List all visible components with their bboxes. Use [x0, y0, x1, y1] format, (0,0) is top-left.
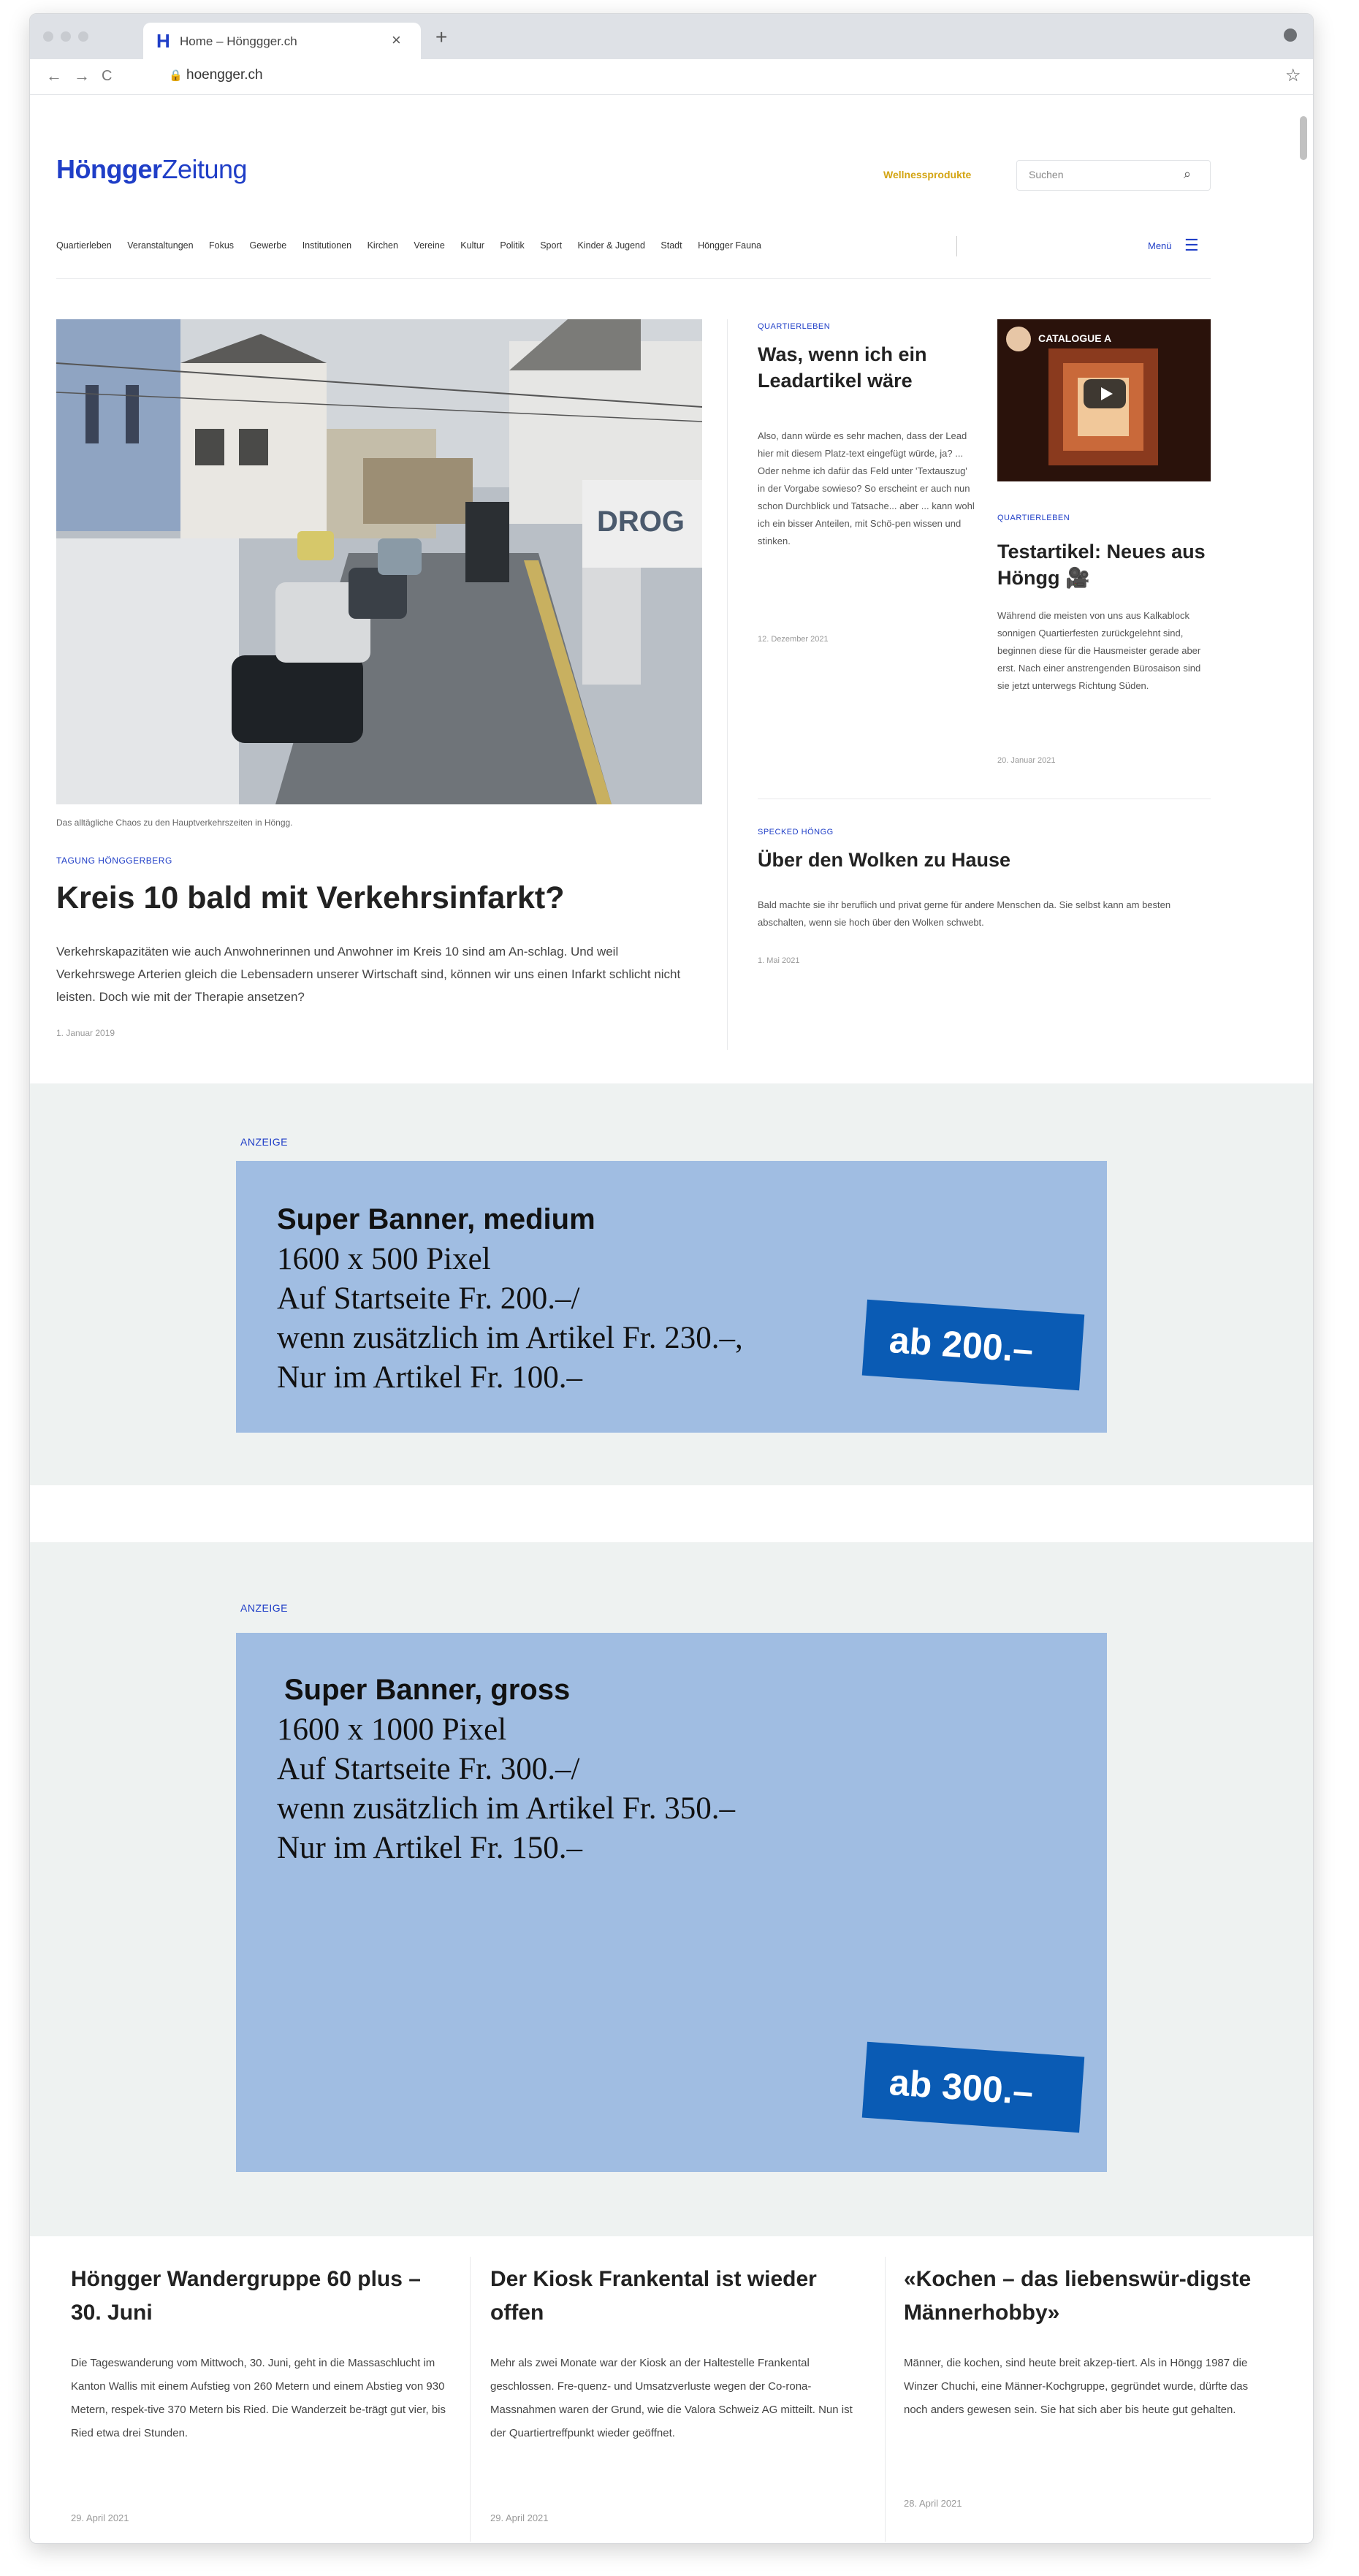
nav-item-kirchen[interactable]: Kirchen: [367, 240, 398, 251]
search-box[interactable]: [1016, 160, 1211, 191]
tab-favicon: H: [156, 30, 170, 52]
bottom-article-1-title[interactable]: Höngger Wandergruppe 60 plus – 30. Juni: [71, 2267, 421, 2325]
hamburger-menu-icon[interactable]: ☰: [1184, 236, 1199, 254]
hero-caption: Das alltägliche Chaos zu den Hauptverkehrszeiten in Höngg.: [56, 818, 293, 828]
channel-avatar: [1006, 327, 1031, 351]
article-1-kicker[interactable]: QUARTIERLEBEN: [758, 322, 831, 331]
ad-section-medium: [30, 1083, 1313, 1485]
logo-light-text: Zeitung: [161, 154, 248, 184]
article-1-date: 12. Dezember 2021: [758, 635, 829, 644]
nav-item-sport[interactable]: Sport: [540, 240, 563, 251]
hero-date: 1. Januar 2019: [56, 1028, 115, 1038]
browser-tab-active[interactable]: [143, 23, 421, 59]
bottom-article-2-body: Mehr als zwei Monate war der Kiosk an der Haltestelle Frankental geschlossen. Fre-quenz- und Umsatzverluste wegen der Co-rona-Massnahmen waren der Grund, wie die Valora Schweiz AG mitteilt. Nun ist der Quartiertreffpunkt wieder geöffnet.: [490, 2357, 853, 2439]
article-2-date: 20. Januar 2021: [997, 756, 1056, 765]
ad-line: Nur im Artikel Fr. 150.–: [277, 1831, 583, 1865]
article-1-title[interactable]: Was, wenn ich ein Leadartikel wäre: [758, 343, 927, 392]
column-divider: [727, 319, 728, 1050]
ad-line: Nur im Artikel Fr. 100.–: [277, 1360, 583, 1395]
ad-section-gross: [30, 1542, 1313, 2236]
bottom-article-1-body: Die Tageswanderung vom Mittwoch, 30. Juni, geht in die Massaschlucht im Kanton Wallis mit einem Aufstieg von 260 Metern und einem Abstieg von 930 Metern, respek-tive 370 Metern bis Ried. Die Wanderzeit be-trägt gut vier, bis Ried etwa drei Stunden.: [71, 2357, 446, 2439]
ad-banner-medium[interactable]: [236, 1161, 1107, 1433]
article-3-kicker[interactable]: SPECKED HÖNGG: [758, 828, 834, 837]
nav-item-kinder-jugend[interactable]: Kinder & Jugend: [577, 240, 645, 251]
nav-item-veranstaltungen[interactable]: Veranstaltungen: [127, 240, 194, 251]
logo-bold-text: Höngger: [56, 154, 162, 184]
window-maximize-dot[interactable]: [78, 31, 88, 42]
address-bar: [30, 59, 1313, 95]
nav-item-institutionen[interactable]: Institutionen: [302, 240, 352, 251]
bottom-article-3-date: 28. April 2021: [904, 2498, 962, 2509]
bookmark-star-icon[interactable]: ☆: [1285, 66, 1301, 85]
window-minimize-dot[interactable]: [61, 31, 71, 42]
ad-banner-gross[interactable]: [236, 1633, 1107, 2172]
ad-label: ANZEIGE: [240, 1602, 288, 1614]
lock-icon: 🔒: [169, 69, 183, 82]
nav-separator: [956, 236, 957, 256]
search-input[interactable]: Suchen: [1029, 169, 1064, 180]
nav-item-quartierleben[interactable]: Quartierleben: [56, 240, 112, 251]
ad-heading: Super Banner, gross: [284, 1674, 571, 1706]
bottom-column-divider: [885, 2257, 886, 2542]
tab-title: Home – Hönggger.ch: [180, 34, 297, 48]
article-3-body: Bald machte sie ihr beruflich und privat gerne für andere Menschen da. Sie selbst kann am besten abschalten, wenn sie hoch über den Wolken schwebt.: [758, 899, 1171, 928]
price-badge-text: ab 200.–: [888, 1319, 1035, 1371]
nav-item-vereine[interactable]: Vereine: [414, 240, 445, 251]
ad-line: wenn zusätzlich im Artikel Fr. 350.–: [277, 1791, 735, 1826]
ad-line: Auf Startseite Fr. 300.–/: [277, 1752, 580, 1786]
article-2-kicker[interactable]: QUARTIERLEBEN: [997, 514, 1070, 522]
bottom-article-3-title[interactable]: «Kochen – das liebenswür-digste Männerhobby»: [904, 2267, 1252, 2325]
reload-icon[interactable]: C: [102, 68, 113, 84]
tab-close-icon[interactable]: ×: [392, 31, 401, 49]
nav-item-kultur[interactable]: Kultur: [460, 240, 484, 251]
main-nav: [56, 239, 774, 259]
article-2-body: Während die meisten von uns aus Kalkablock sonnigen Quartierfesten zurückgelehnt sind, beginnen diese für die Hausmeister gerade aber erst. Nach einer anstrengenden Bürosaison sind sie jetzt unterwegs Richtung Süden.: [997, 610, 1201, 691]
hero-street-photo: [56, 319, 702, 804]
ad-heading: Super Banner, medium: [277, 1203, 595, 1235]
article-3-title[interactable]: Über den Wolken zu Hause: [758, 849, 1011, 871]
price-badge: [862, 1300, 1085, 1391]
nav-item-stadt[interactable]: Stadt: [661, 240, 682, 251]
back-icon[interactable]: ←: [46, 66, 62, 85]
forward-icon[interactable]: →: [74, 66, 90, 85]
menu-label[interactable]: Menü: [1148, 240, 1172, 251]
article-1-body: Also, dann würde es sehr machen, dass der Lead hier mit diesem Platz-text eingefügt würde, ja? ... Oder nehme ich dafür das Feld unter 'Textauszug' in der Vorgabe sowieso? So erscheint er auch nun schon Durchblick und Tatsache... aber ... kann wohl ich ein bisser Anteilen, mit Schö-pen wissen und stinken.: [758, 430, 975, 546]
bottom-article-1-date: 29. April 2021: [71, 2512, 129, 2523]
bottom-article-2-title[interactable]: Der Kiosk Frankental ist wieder offen: [490, 2267, 817, 2325]
top-promo-link[interactable]: Wellnessprodukte: [883, 169, 972, 180]
hero-kicker[interactable]: TAGUNG HÖNGGERBERG: [56, 856, 172, 866]
ad-line: Auf Startseite Fr. 200.–/: [277, 1281, 580, 1316]
ad-line: 1600 x 1000 Pixel: [277, 1712, 507, 1747]
play-icon: [1101, 387, 1113, 400]
browser-tab-bar: [30, 14, 1313, 59]
price-badge: [862, 2042, 1085, 2133]
bottom-article-3-body: Männer, die kochen, sind heute breit akzep-tiert. Als in Höngg 1987 die Winzer Chuchi, eine Männer-Kochgruppe, gegründet wurde, dürfte das noch anders gewesen sein. Sie hat sich aber bis heute gut gehalten.: [904, 2357, 1249, 2416]
window-close-dot[interactable]: [43, 31, 53, 42]
browser-menu-icon[interactable]: [1284, 28, 1297, 42]
new-tab-icon[interactable]: +: [435, 26, 448, 48]
photo-shop-sign: DROG: [597, 506, 685, 538]
nav-item-hoengger-fauna[interactable]: Höngger Fauna: [698, 240, 761, 251]
url-field[interactable]: hoengger.ch: [186, 67, 263, 83]
ad-line: 1600 x 500 Pixel: [277, 1242, 491, 1276]
ad-line: wenn zusätzlich im Artikel Fr. 230.–,: [277, 1321, 743, 1355]
bottom-article-2-date: 29. April 2021: [490, 2512, 549, 2523]
header-divider: [56, 278, 1211, 279]
nav-item-gewerbe[interactable]: Gewerbe: [249, 240, 287, 251]
article-3-date: 1. Mai 2021: [758, 956, 800, 965]
bottom-column-divider: [470, 2257, 471, 2542]
price-badge-text: ab 300.–: [888, 2062, 1035, 2113]
search-icon[interactable]: ⌕: [1184, 167, 1192, 181]
hero-title[interactable]: Kreis 10 bald mit Verkehrsinfarkt?: [56, 880, 565, 915]
scrollbar-thumb[interactable]: [1300, 116, 1307, 160]
browser-window: [29, 13, 1314, 2544]
hero-image[interactable]: [56, 319, 702, 804]
nav-item-politik[interactable]: Politik: [500, 240, 525, 251]
video-title: CATALOGUE A: [1038, 332, 1112, 344]
video-thumbnail[interactable]: [997, 319, 1211, 481]
site-logo[interactable]: [56, 154, 247, 185]
article-2-title[interactable]: Testartikel: Neues aus Höngg 🎥: [997, 541, 1206, 589]
hero-lead: Verkehrskapazitäten wie auch Anwohnerinnen und Anwohner im Kreis 10 sind am An-schlag. Und weil Verkehrswege Arterien gleich die Lebensadern unserer Wirtschaft sind, können wir uns einen Infarkt schlicht nicht leisten. Doch wie mit der Therapie ansetzen?: [56, 945, 681, 1004]
ad-label: ANZEIGE: [240, 1136, 288, 1148]
nav-item-fokus[interactable]: Fokus: [209, 240, 235, 251]
